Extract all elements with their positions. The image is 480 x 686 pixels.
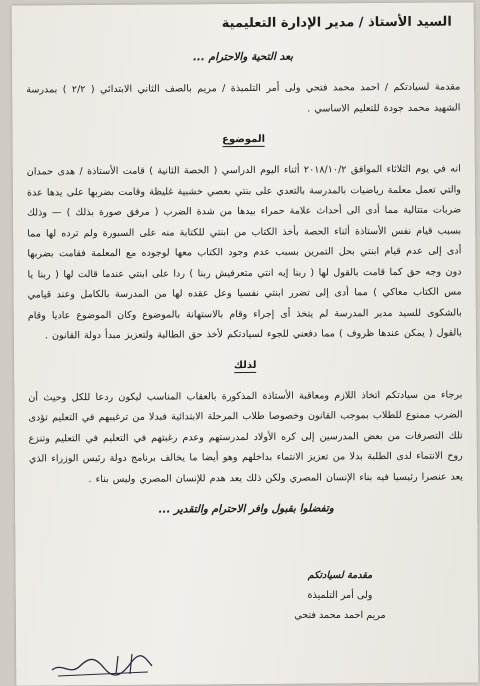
request-title-text: لذلك — [233, 359, 257, 371]
subject-title — [27, 132, 461, 148]
signature-name: مريم احمد محمد فتحي — [294, 610, 386, 621]
handwritten-date — [48, 650, 158, 680]
request-paragraph: برجاء من سيادتكم اتخاذ اللازم ومعاقبة الأستاذة المذكورة بالعقاب المناسب ليكون ردعا للكل وحيث أن الضرب ممنوع للطلاب بموجب القانون وخصوصا طلاب المرحلة الابتدائية فبدلا من ترغيبهم في التعليم تؤدى تلك التصرفات من بعض المدرسين إلى كره الأولاد لمدرستهم وعدم رغبتهم في التعليم في التعليم وتنزع روح الانتماء لدى الطلبة بدلا من تعزيز الانتماء بداخلهم وهو أيضا ما يخالف برنامج دولة رئيس الوزراء الذي يعد عنصرا رئيسيا فيه بناء الإنسان المصري ولكن ذلك يعد هدم للإنسان المصري وليس بناء . — [28, 388, 463, 485]
subject-title-text: الموضوع — [222, 133, 266, 146]
request-title — [28, 358, 462, 374]
signature-block — [270, 566, 410, 626]
greeting-line: بعد التحية والاحترام ... — [192, 50, 294, 64]
addressee-heading: السيد الأستاذ / مدير الإدارة التعليمية — [221, 14, 452, 32]
subject-paragraph: انه في يوم الثلاثاء الموافق ٢٠١٨/١٠/٢ أثناء اليوم الدراسي ( الحصة الثانية ) قامت الأستاذة / هدى حمدان والتي تعمل معلمة رياضيات بالمدرسة بالتعدي على بنتي بعصي خشبية غليظة وقامت بضربها على يدها عدة ضربات متتالية مما أدى الى أحداث علامة حمراء بيدها من شدة الضرب ( مرفق صورة بذلك ) — وذلك بسبب قيام نفس الأستاذة أثناء الحصة بأخذ الكتاب من ابنتي للكتابة منه على السبورة ولم ترده لها مما أدى إلى عدم قيام ابنتي بحل التمرين بسبب عدم وجود الكتاب معها لوجوده مع المعلمة فقامت بضربها دون وجه حق كما قامت بالقول لها ( ربنا إيه انتي متعرفيش ربنا ) ردا على ابنتي عندما قالت لها ( ربنا يا مس الكتاب معاكي ) مما أدى إلى تضرر ابنتي نفسيا وعل عقده لها من المدرسة بالكامل وعند قيامي بالشكوى للسيد مدير المدرسة لم يتخذ أى إجراء وقام بالاستهانة بالموضوع وكان الموضوع عاديا وقام بالقول ( يمكن عندها ظروف ) مما دفعني للجوء لسيادتكم لأخذ حق الطالبة ولتعزيز مبدأ دولة القانون . — [26, 163, 462, 342]
signature-label: مقدمة لسيادتكم — [307, 570, 373, 581]
signature-role: ولى أمر التلميذة — [307, 590, 373, 601]
closing-line: وتفضلوا بقبول وافر الاحترام والتقدير ... — [158, 502, 334, 516]
intro-paragraph: مقدمة لسيادتكم / احمد محمد فتحي ولى أمر التلميذة / مريم بالصف الثاني الابتدائي ( ٢/٢ ) بمدرسة الشهيد محمد جودة للتعليم الاساسي . — [26, 81, 461, 115]
